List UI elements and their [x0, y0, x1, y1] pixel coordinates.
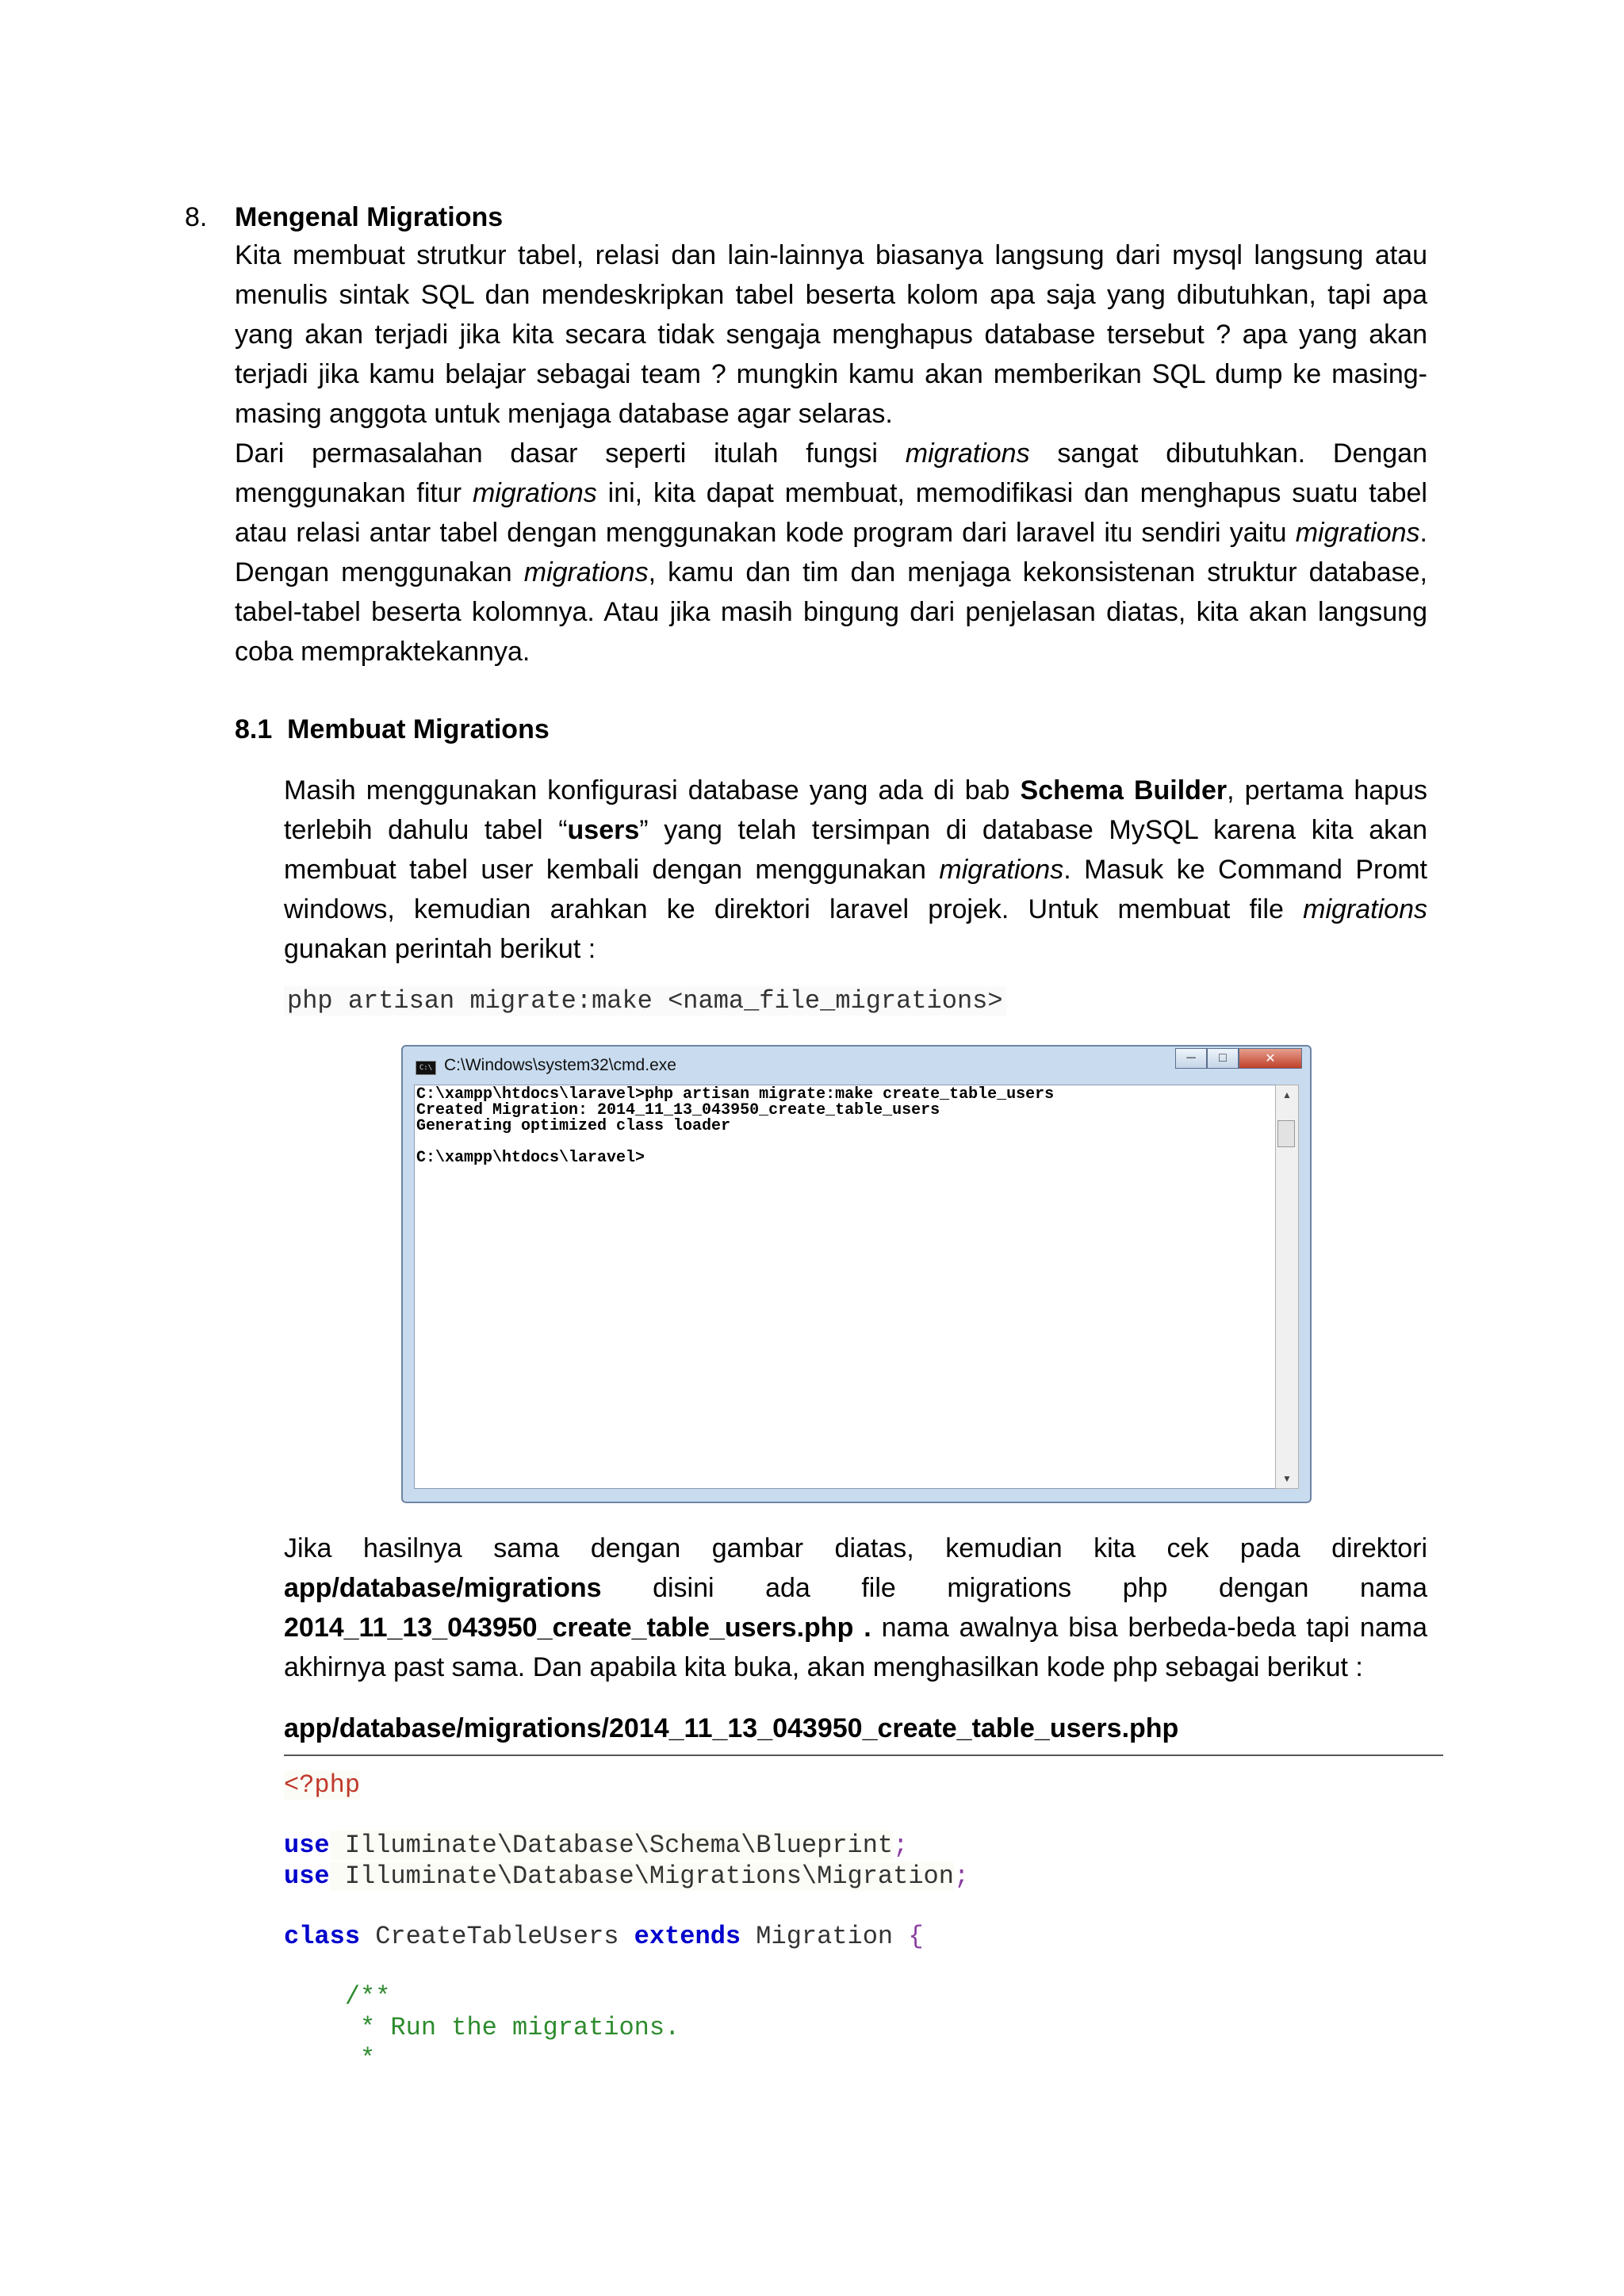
text-line: masing anggota untuk menjaga database agar selaras. [235, 399, 893, 429]
text-line: terlebih dahulu tabel “users” yang telah tersimpan di database MySQL karena kita akan [284, 815, 1427, 845]
maximize-icon: □ [1207, 1048, 1239, 1069]
php-code-block [284, 1770, 969, 2074]
result-paragraph [284, 1529, 1427, 1687]
console-line: Created Migration: 2014_11_13_043950_create_table_users [416, 1101, 940, 1119]
scroll-down-arrow-icon: ▼ [1282, 1473, 1292, 1484]
code-line: use Illuminate\Database\Migrations\Migration; [284, 1862, 970, 1891]
text-line: Masih menggunakan konfigurasi database yang ada di bab Schema Builder, pertama hapus [284, 775, 1427, 806]
scroll-thumb [1277, 1120, 1295, 1147]
cmd-window-screenshot [401, 1045, 1312, 1503]
text-line: menggunakan fitur migrations ini, kita dapat membuat, memodifikasi dan menghapus suatu tabel [235, 478, 1427, 508]
instructions-paragraph [284, 771, 1427, 969]
minimize-icon: ─ [1175, 1048, 1207, 1069]
text-line: yang akan terjadi jika kita secara tidak sengaja menghapus database tersebut ? apa yang akan [235, 320, 1427, 350]
text-line: coba mempraktekannya. [235, 637, 530, 667]
migrations-purpose-paragraph [235, 434, 1427, 672]
code-line: <?php [284, 1770, 361, 1800]
close-icon: ✕ [1239, 1048, 1302, 1069]
text-line: akhirnya past sama. Dan apabila kita buka, akan menghasilkan kode php sebagai berikut : [284, 1652, 1363, 1682]
text-line: membuat tabel user kembali dengan menggunakan migrations. Masuk ke Command Promt [284, 855, 1427, 885]
window-controls [1175, 1048, 1302, 1069]
text-line: atau relasi antar tabel dengan menggunakan kode program dari laravel itu sendiri yaitu migrations. [235, 518, 1427, 548]
console-line: C:\xampp\htdocs\laravel>php artisan migrate:make create_table_users [416, 1085, 1055, 1104]
migration-file-path: app/database/migrations/2014_11_13_043950_create_table_users.php [284, 1713, 1179, 1743]
text-line: Dari permasalahan dasar seperti itulah fungsi migrations sangat dibutuhkan. Dengan [235, 438, 1428, 469]
section-number: 8. [185, 202, 208, 232]
console-text [416, 1087, 1054, 1166]
console-icon: C:\ [416, 1061, 436, 1075]
text-line: Kita membuat strutkur tabel, relasi dan lain-lainnya biasanya langsung dari mysql langsung atau [235, 240, 1427, 270]
text-line: Dengan menggunakan migrations, kamu dan tim dan menjaga kekonsistenan struktur database, [235, 557, 1427, 587]
text-line: windows, kemudian arahkan ke direktori laravel projek. Untuk membuat file migrations [284, 894, 1427, 924]
cmd-scrollbar [1275, 1085, 1299, 1489]
cmd-window-title: C:\Windows\system32\cmd.exe [444, 1056, 676, 1074]
text-line: tabel-tabel beserta kolomnya. Atau jika masih bingung dari penjelasan diatas, kita akan langsung [235, 597, 1427, 627]
console-line: Generating optimized class loader [416, 1117, 731, 1135]
artisan-command-code: php artisan migrate:make <nama_file_migrations> [284, 986, 1006, 1016]
code-line [284, 1952, 969, 1981]
console-line: C:\xampp\htdocs\laravel> [416, 1149, 645, 1167]
section-title: Mengenal Migrations [235, 202, 504, 232]
subsection-title: 8.1 Membuat Migrations [235, 714, 550, 744]
code-line: /** [284, 1982, 391, 2011]
text-line: Jika hasilnya sama dengan gambar diatas, kemudian kita cek pada direktori [284, 1533, 1427, 1563]
code-line [284, 1800, 969, 1830]
code-line [284, 1892, 969, 1921]
text-line: 2014_11_13_043950_create_table_users.php . nama awalnya bisa berbeda-beda tapi nama [284, 1613, 1427, 1643]
code-line: class CreateTableUsers extends Migration { [284, 1922, 924, 1951]
code-line: * Run the migrations. [284, 2013, 680, 2042]
code-line: use Illuminate\Database\Schema\Blueprint; [284, 1831, 909, 1860]
cmd-titlebar [403, 1047, 1310, 1083]
scroll-up-arrow-icon: ▲ [1282, 1089, 1292, 1100]
divider-line [284, 1755, 1443, 1756]
text-line: gunakan perintah berikut : [284, 934, 596, 964]
cmd-console-output [414, 1085, 1278, 1489]
text-line: app/database/migrations disini ada file migrations php dengan nama [284, 1573, 1427, 1603]
code-line: * [284, 2044, 376, 2073]
text-line: terjadi jika kamu belajar sebagai team ? mungkin kamu akan memberikan SQL dump ke masing- [235, 359, 1427, 389]
text-line: menulis sintak SQL dan mendeskripkan tabel beserta kolom apa saja yang dibutuhkan, tapi apa [235, 280, 1427, 310]
intro-paragraph [235, 235, 1427, 434]
